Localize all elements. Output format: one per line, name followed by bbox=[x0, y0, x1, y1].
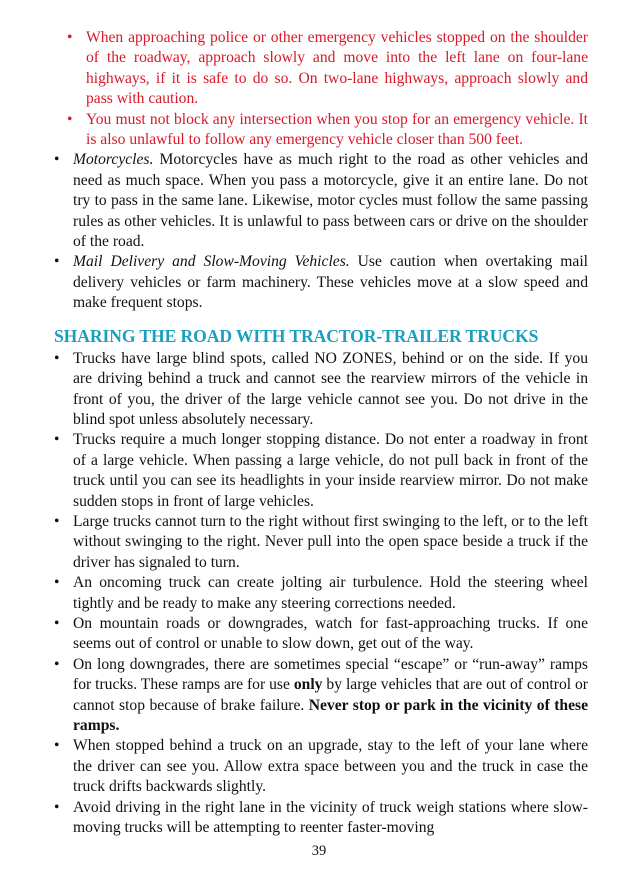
bullet: • bbox=[67, 110, 73, 128]
motorcycles-paragraph bbox=[54, 150, 588, 252]
truck-item-text: Trucks have large blind spots, called NO ZONES, behind or on the side. If you are driving behind a truck and cannot see the rearview mirrors of the vehicle in front of you, the driver of the large vehicle cannot see you. Do not drive in the blind spot unless absolutely necessary. bbox=[73, 349, 588, 428]
bullet: • bbox=[54, 151, 60, 169]
emergency-intersection-text: You must not block any intersection when you stop for an emergency vehicle. It is also unlawful to follow any emergency vehicle closer than 500 feet. bbox=[86, 110, 588, 149]
truck-item-text: Trucks require a much longer stopping distance. Do not enter a roadway in front of a large vehicle. When passing a large vehicle, do not pull back in front of the truck until you can see its headlights in your inside rearview mirror. Do not make sudden stops in front of large vehicles. bbox=[73, 431, 588, 510]
bullet: • bbox=[54, 574, 60, 592]
bullet: • bbox=[54, 431, 60, 449]
truck-item-turbulence bbox=[54, 573, 588, 614]
truck-item-turning bbox=[54, 512, 588, 573]
bullet: • bbox=[54, 614, 60, 632]
bullet: • bbox=[54, 349, 60, 367]
bullet: • bbox=[54, 655, 60, 673]
escape-ramps-only: only bbox=[293, 676, 323, 694]
emergency-bullet-intersection bbox=[67, 110, 588, 151]
truck-item-escape-ramps bbox=[54, 655, 588, 737]
mail-delivery-title: Mail Delivery and Slow-Moving Vehicles. bbox=[73, 253, 350, 271]
bullet: • bbox=[54, 253, 60, 271]
truck-item-mountain-roads bbox=[54, 614, 588, 655]
truck-item-text: On mountain roads or downgrades, watch for fast-approaching trucks. If one seems out of control or unable to slow down, get out of the way. bbox=[73, 614, 588, 653]
motorcycles-title: Motorcycles. bbox=[73, 151, 154, 169]
truck-item-stopping-distance bbox=[54, 430, 588, 512]
truck-item-text: An oncoming truck can create jolting air turbulence. Hold the steering wheel tightly and be ready to make any steering corrections needed. bbox=[73, 574, 588, 612]
truck-item-blind-spots bbox=[54, 349, 588, 431]
mail-delivery-paragraph bbox=[54, 252, 588, 313]
escape-ramps-text-middle: by large vehicles that are out of control or cannot stop because of brake failure. bbox=[73, 676, 589, 714]
escape-ramps-warning: Never stop or park in the vicinity of these ramps. bbox=[73, 696, 588, 734]
emergency-bullet-approach bbox=[67, 28, 588, 110]
truck-item-text: Large trucks cannot turn to the right without first swinging to the left, or to the left without swinging to the right. Never pull into the open space beside a truck if the driver has signaled to turn. bbox=[73, 512, 588, 571]
document-page bbox=[54, 28, 588, 838]
truck-item-text: Avoid driving in the right lane in the vicinity of truck weigh stations where slow-moving trucks will be attempting to reenter faster-moving bbox=[73, 798, 588, 837]
truck-item-weigh-stations bbox=[54, 798, 588, 839]
bullet: • bbox=[54, 512, 60, 530]
truck-item-text: When stopped behind a truck on an upgrade, stay to the left of your lane where the driver can see you. Allow extra space between you and the truck in case the truck drifts backwards slightly. bbox=[73, 737, 588, 796]
emergency-approach-text: When approaching police or other emergency vehicles stopped on the shoulder of the roadway, approach slowly and move into the left lane on four-lane highways, if it is safe to do so. On two-lane highways, approach slowly and pass with caution. bbox=[86, 29, 588, 108]
escape-ramps-text-before: On long downgrades, there are sometimes special “escape” or “run-away” ramps for trucks. These ramps are for use bbox=[73, 655, 588, 694]
section-heading: SHARING THE ROAD WITH TRACTOR-TRAILER TRUCKS bbox=[54, 325, 539, 346]
truck-item-upgrade bbox=[54, 736, 588, 797]
motorcycles-text: Motorcycles have as much right to the road as other vehicles and need as much space. When you pass a motorcycle, give it an entire lane. Do not try to pass in the same lane. Likewise, motor cycles must follow the same passing rules as other vehicles. It is unlawful to pass between cars or drive on the shoulder of the road. bbox=[73, 151, 589, 251]
bullet: • bbox=[54, 798, 60, 816]
mail-delivery-text: Use caution when overtaking mail delivery vehicles or farm machinery. These vehicles move at a slow speed and make frequent stops. bbox=[73, 253, 588, 312]
page-number: 39 bbox=[311, 843, 327, 859]
bullet: • bbox=[67, 29, 73, 46]
bullet: • bbox=[54, 737, 60, 755]
